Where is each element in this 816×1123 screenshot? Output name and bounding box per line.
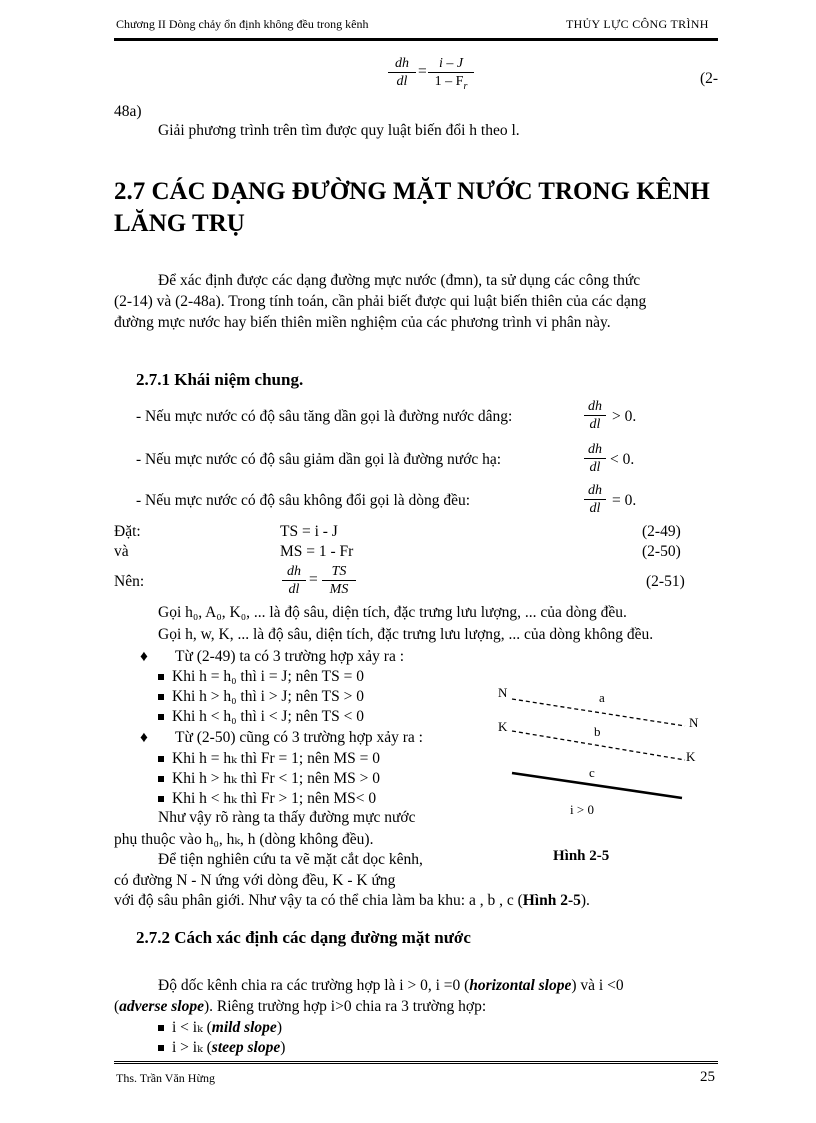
eq251-lhs-den: dl [282, 580, 306, 598]
case1-item-text: Khi h > h₀ thì i > J; nên TS > 0 [172, 688, 364, 705]
label-zone-c: c [589, 765, 595, 780]
term-steep-slope: steep slope [211, 1039, 281, 1056]
def-rising-num: dh [588, 399, 602, 414]
list-item [158, 1038, 285, 1057]
list-item [158, 688, 364, 706]
para1-line3: đường mực nước hay biến thiên miền nghiệm của các phương trình vi phân này. [114, 314, 611, 331]
def-falling-rel: < 0. [610, 451, 635, 468]
label-n-right: N [689, 715, 699, 730]
square-bullet-icon [158, 714, 164, 720]
def-falling-den: dl [584, 458, 606, 476]
label-slope: i > 0 [570, 802, 594, 817]
conclusion-line5-post: ). [580, 892, 590, 909]
page-number: 25 [700, 1069, 715, 1085]
case2-item-text: Khi h > hₖ thì Fr < 1; nên MS > 0 [172, 770, 380, 787]
term-horizontal-slope: horizontal slope [469, 977, 572, 994]
para1-line1: Để xác định được các dạng đường mực nước (đmn), ta sử dụng các công thức [158, 272, 641, 289]
eq248a-lhs-num: dh [395, 56, 409, 71]
def-uniform: - Nếu mực nước có độ sâu không đổi gọi là dòng đều: [136, 492, 471, 509]
label-zone-a: a [599, 690, 605, 705]
case1-head: Từ (2-49) ta có 3 trường hợp xảy ra : [175, 648, 405, 665]
figure-ref: Hình 2-5 [522, 892, 581, 909]
square-bullet-icon [158, 1045, 164, 1051]
list-item [158, 668, 364, 686]
label-n-left: N [498, 685, 508, 700]
def-uniform-frac [584, 482, 606, 517]
label-k-right: K [686, 749, 696, 764]
term-mild-slope: mild slope [211, 1019, 277, 1036]
square-bullet-icon [158, 796, 164, 802]
case2-head: Từ (2-50) cũng có 3 trường hợp xảy ra : [175, 729, 423, 746]
list-item [158, 769, 380, 788]
eq251-label: Nên: [114, 573, 145, 590]
case2-item-text: Khi h < hₖ thì Fr > 1; nên MS< 0 [172, 790, 377, 807]
eq248a-number: (2- [700, 70, 719, 87]
square-bullet-icon [158, 674, 164, 680]
header-subject: THỦY LỰC CÔNG TRÌNH [566, 17, 709, 31]
def-uniform-rel: = 0. [612, 492, 637, 509]
case1-item-text: Khi h = h₀ thì i = J; nên TS = 0 [172, 668, 364, 685]
para2-line2 [114, 998, 486, 1016]
eq248a-lhs [388, 55, 416, 90]
diamond-bullet-icon: ♦ [140, 648, 148, 665]
para2-line2-post: ). Riêng trường hợp i>0 chia ra 3 trường hợp: [203, 998, 487, 1015]
eq249-expr: TS = i - J [280, 523, 338, 540]
channel-bed-line [512, 773, 682, 798]
eq248a-number-cont: 48a) [114, 103, 142, 120]
eq250-number: (2-50) [642, 543, 681, 560]
eq249-number: (2-49) [642, 523, 681, 540]
conclusion-line5-pre: với độ sâu phân giới. Như vậy ta có thể chia làm ba khu: a , b , c ( [114, 892, 523, 909]
eq250-expr: MS = 1 - Fr [280, 543, 354, 560]
eq248a-rhs-den [428, 72, 474, 95]
slope-mild-pre: i < iₖ ( [172, 1019, 212, 1036]
section-title-line1: 2.7 CÁC DẠNG ĐƯỜNG MẶT NƯỚC TRONG KÊNH [114, 178, 710, 205]
def-falling-frac [584, 441, 606, 476]
def-rising-rel: > 0. [612, 408, 637, 425]
notation-uniform: Gọi h₀, A₀, K₀, ... là độ sâu, diện tích, đặc trưng lưu lượng, ... của dòng đều. [158, 604, 627, 621]
footer-author: Ths. Trần Văn Hừng [116, 1071, 215, 1085]
conclusion-line2: phụ thuộc vào h₀, hₖ, h (dòng không đều). [114, 831, 374, 848]
eq251-rhs-den: MS [322, 580, 356, 598]
eq251-lhs-num: dh [287, 564, 301, 579]
conclusion-line4: có đường N - N ứng với dòng đều, K - K ứng [114, 872, 396, 889]
para2-line1-pre: Độ dốc kênh chia ra các trường hợp là i > 0, i =0 ( [158, 977, 470, 994]
eq248a-rhs-den-sub: r [463, 80, 468, 92]
square-bullet-icon [158, 1025, 164, 1031]
para1-line2: (2-14) và (2-48a). Trong tính toán, cần phải biết được qui luật biến thiên của các dạng [114, 293, 647, 310]
eq251-equals: = [309, 571, 318, 588]
notation-nonuniform: Gọi h, w, K, ... là độ sâu, diện tích, đặc trưng lưu lượng, ... của dòng không đều. [158, 626, 654, 643]
eq248a-lhs-den: dl [388, 72, 416, 90]
diamond-bullet-icon: ♦ [140, 729, 148, 746]
list-item [158, 749, 380, 768]
para2-line1-post: ) và i <0 [571, 977, 624, 994]
header-chapter: Chương II Dòng chảy ổn định không đều trong kênh [116, 17, 369, 31]
list-item [158, 708, 364, 726]
slope-mild-post: ) [276, 1019, 282, 1036]
def-falling-num: dh [588, 442, 602, 457]
def-uniform-num: dh [588, 483, 602, 498]
term-adverse-slope: adverse slope [119, 998, 204, 1015]
eq251-rhs-num: TS [331, 564, 347, 579]
figure-2-5 [490, 680, 720, 815]
eq249-label: Đặt: [114, 523, 141, 540]
label-zone-b: b [594, 724, 601, 739]
def-uniform-den: dl [584, 499, 606, 517]
list-item [158, 1018, 282, 1037]
label-k-left: K [498, 719, 508, 734]
eq251-lhs [282, 563, 306, 598]
slope-steep-pre: i > iₖ ( [172, 1039, 212, 1056]
square-bullet-icon [158, 694, 164, 700]
subsection-title-272: 2.7.2 Cách xác định các dạng đường mặt nước [136, 928, 471, 947]
figure-caption: Hình 2-5 [553, 848, 610, 864]
square-bullet-icon [158, 776, 164, 782]
slope-steep-post: ) [280, 1039, 286, 1056]
eq250-label: và [114, 543, 129, 560]
def-rising: - Nếu mực nước có độ sâu tăng dần gọi là đường nước dâng: [136, 408, 513, 425]
list-item [158, 789, 376, 808]
conclusion-line1: Như vậy rõ ràng ta thấy đường mực nước [158, 809, 416, 826]
def-rising-frac [584, 398, 606, 433]
eq248a-rhs-num: i – J [438, 56, 464, 71]
eq251-number: (2-51) [646, 573, 685, 590]
square-bullet-icon [158, 756, 164, 762]
section-title-line2: LĂNG TRỤ [114, 210, 245, 237]
def-rising-den: dl [584, 415, 606, 433]
conclusion-line3: Để tiện nghiên cứu ta vẽ mặt cắt dọc kênh, [158, 851, 423, 868]
def-falling: - Nếu mực nước có độ sâu giảm dần gọi là đường nước hạ: [136, 451, 502, 468]
para2-line1 [158, 977, 624, 995]
footer-rule [114, 1061, 718, 1066]
eq248a-equals: = [418, 63, 427, 80]
conclusion-line5 [114, 892, 590, 910]
case1-item-text: Khi h < h₀ thì i < J; nên TS < 0 [172, 708, 364, 725]
eq248a-rhs [428, 55, 474, 95]
case2-item-text: Khi h = hₖ thì Fr = 1; nên MS = 0 [172, 750, 380, 767]
subsection-title-271: 2.7.1 Khái niệm chung. [136, 370, 304, 389]
para2-line2-pre: ( [114, 998, 120, 1015]
eq248a-rhs-den-text: 1 – F [434, 74, 464, 89]
intro-text: Giải phương trình trên tìm được quy luật biến đổi h theo l. [158, 122, 520, 139]
header-rule [114, 38, 718, 41]
eq251-rhs [322, 563, 356, 598]
